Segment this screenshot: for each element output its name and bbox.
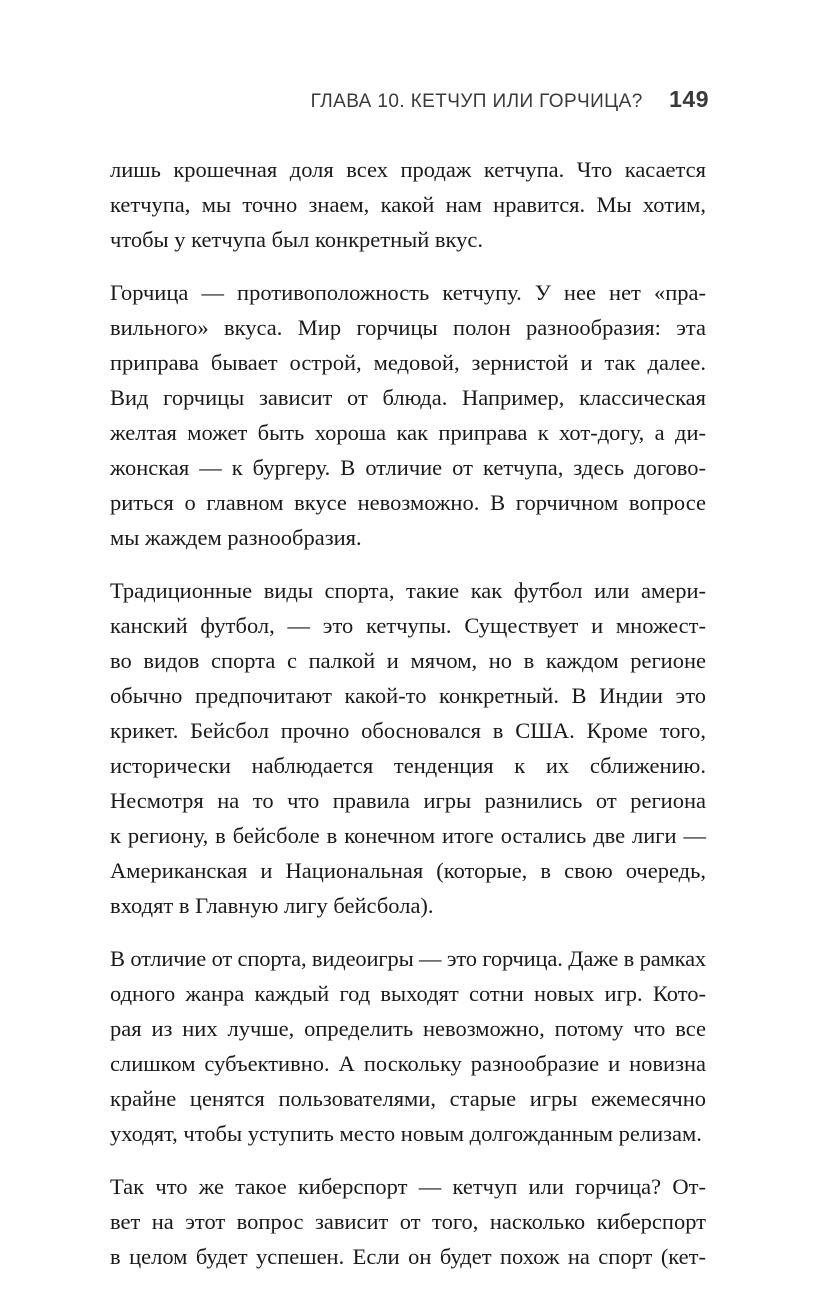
text-line: в целом будет успешен. Если он будет похож на спорт (кет-: [110, 1244, 706, 1269]
text-line: мы жаждем разнообразия.: [110, 525, 362, 550]
text-line: слишком субъективно. А поскольку разнообразие и новизна: [110, 1051, 706, 1076]
text-line: В отличие от спорта, видеоигры — это горчица. Даже в рамках: [110, 946, 706, 971]
text-line: Американская и Национальная (которые, в свою очередь,: [110, 858, 706, 883]
text-line: кетчупа, мы точно знаем, какой нам нравится. Мы хотим,: [110, 192, 706, 217]
text-line: входят в Главную лигу бейсбола).: [110, 893, 434, 918]
text-line: жонская — к бургеру. В отличие от кетчупа, здесь догово-: [110, 455, 706, 480]
paragraph: [110, 275, 706, 555]
text-line: Так что же такое киберспорт — кетчуп или горчица? От-: [110, 1174, 706, 1199]
paragraph: [110, 941, 706, 1151]
text-line: лишь крошечная доля всех продаж кетчупа. Что касается: [110, 157, 706, 182]
paragraph: [110, 1169, 706, 1274]
text-line: канский футбол, — это кетчупы. Существует и множест-: [110, 613, 706, 638]
text-line: обычно предпочитают какой-то конкретный. В Индии это: [110, 683, 706, 708]
text-line: одного жанра каждый год выходят сотни новых игр. Кото-: [110, 981, 706, 1006]
chapter-title: ГЛАВА 10. КЕТЧУП ИЛИ ГОРЧИЦА?: [310, 91, 643, 112]
text-line: чтобы у кетчупа был конкретный вкус.: [110, 227, 483, 252]
text-line: вет на этот вопрос зависит от того, насколько киберспорт: [110, 1209, 706, 1234]
text-line: риться о главном вкусе невозможно. В горчичном вопросе: [110, 490, 706, 515]
running-head: [311, 86, 709, 113]
text-line: Горчица — противоположность кетчупу. У нее нет «пра-: [110, 280, 706, 305]
paragraph: [110, 152, 706, 257]
text-line: крикет. Бейсбол прочно обосновался в США. Кроме того,: [110, 718, 706, 743]
text-line: крайне ценятся пользователями, старые игры ежемесячно: [110, 1086, 706, 1111]
text-line: Несмотря на то что правила игры разнились от региона: [110, 788, 706, 813]
text-line: к региону, в бейсболе в конечном итоге остались две лиги —: [110, 823, 706, 848]
paragraph: [110, 573, 706, 923]
text-line: приправа бывает острой, медовой, зернистой и так далее.: [110, 350, 706, 375]
text-line: Вид горчицы зависит от блюда. Например, классическая: [110, 385, 706, 410]
body-text: [110, 152, 706, 1292]
text-line: рая из них лучше, определить невозможно, потому что все: [110, 1016, 706, 1041]
text-line: Традиционные виды спорта, такие как футбол или амери-: [110, 578, 706, 603]
text-line: вильного» вкуса. Мир горчицы полон разнообразия: эта: [110, 315, 706, 340]
text-line: желтая может быть хороша как приправа к хот-догу, а ди-: [110, 420, 706, 445]
text-line: уходят, чтобы уступить место новым долгожданным релизам.: [110, 1121, 702, 1146]
text-line: исторически наблюдается тенденция к их сближению.: [110, 753, 706, 778]
text-line: во видов спорта с палкой и мячом, но в каждом регионе: [110, 648, 706, 673]
page-number: 149: [669, 86, 709, 112]
